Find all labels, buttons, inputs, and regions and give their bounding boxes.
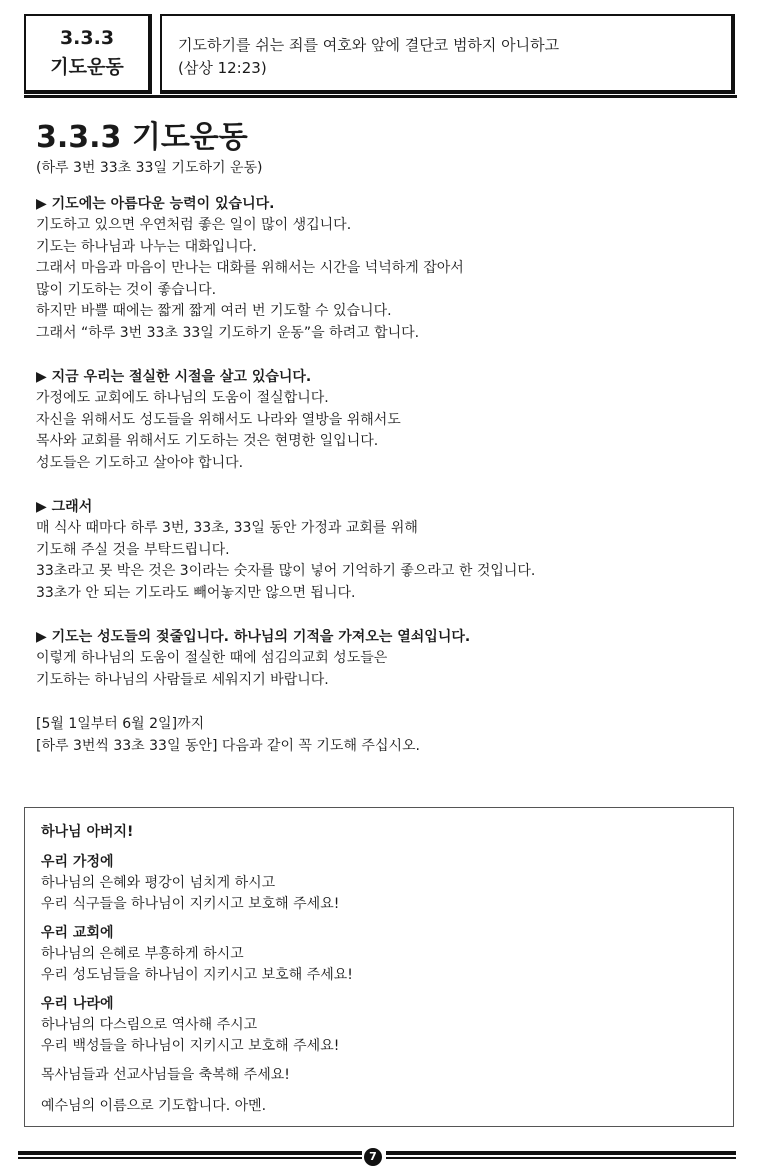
body-line: 자신을 위해서도 성도들을 위해서도 나라와 열방을 위해서도: [36, 411, 401, 428]
body-line: 33초가 안 되는 기도라도 빼어놓지만 않으면 됩니다.: [36, 584, 356, 601]
main-content: [36, 118, 736, 757]
page-number: 7: [364, 1148, 382, 1166]
body-line: 그래서 “하루 3번 33초 33일 기도하기 운동”을 하려고 합니다.: [36, 324, 420, 341]
section-lifeline: [36, 627, 736, 691]
period-line: [하루 3번씩 33초 33일 동안] 다음과 같이 꼭 기도해 주십시오.: [36, 737, 420, 754]
prayer-opening: 하나님 아버지!: [41, 824, 134, 840]
verse-reference: (삼상 12:23): [178, 59, 267, 77]
verse-box: [160, 14, 735, 94]
section-heading: ▶ 기도는 성도들의 젖줄입니다. 하나님의 기적을 가져오는 열쇠입니다.: [36, 629, 471, 645]
prayer-line: 우리 백성들을 하나님이 지키시고 보호해 주세요!: [41, 1038, 340, 1054]
prayer-group-family: [41, 852, 733, 915]
page-subtitle: (하루 3번 33초 33일 기도하기 운동): [36, 160, 263, 176]
body-line: 하지만 바쁠 때에는 짧게 짧게 여러 번 기도할 수 있습니다.: [36, 303, 392, 319]
body-line: 기도하고 있으면 우연처럼 좋은 일이 많이 생깁니다.: [36, 217, 352, 233]
body-line: 33초라고 못 박은 것은 3이라는 숫자를 많이 넣어 기억하기 좋으라고 한 것입니다.: [36, 563, 536, 579]
section-urgent-times: [36, 367, 736, 474]
body-line: 가정에도 교회에도 하나님의 도움이 절실합니다.: [36, 390, 329, 406]
prayer-group-nation: [41, 994, 733, 1057]
section-heading: ▶ 그래서: [36, 499, 93, 515]
body-line: 목사와 교회를 위해서도 기도하는 것은 현명한 일입니다.: [36, 433, 379, 449]
section-name: 기도운동: [50, 56, 124, 78]
body-line: 이렇게 하나님의 도움이 절실한 때에 섬김의교회 성도들은: [36, 650, 388, 666]
section-label-box: [24, 14, 152, 94]
prayer-line: 우리 식구들을 하나님이 지키시고 보호해 주세요!: [41, 896, 340, 912]
body-line: 기도는 하나님과 나누는 대화입니다.: [36, 238, 257, 255]
prayer-line: 우리 성도님들을 하나님이 지키시고 보호해 주세요!: [41, 967, 353, 983]
prayer-group-title: 우리 가정에: [41, 854, 114, 870]
prayer-line: 하나님의 은혜로 부흥하게 하시고: [41, 946, 244, 962]
section-heading: ▶ 지금 우리는 절실한 시절을 살고 있습니다.: [36, 369, 312, 385]
section-number: 3.3.3: [59, 27, 115, 50]
body-line: 그래서 마음과 마음이 만나는 대화를 위해서는 시간을 넉넉하게 잡아서: [36, 260, 464, 276]
period-notice: [36, 714, 736, 757]
verse-text: 기도하기를 쉬는 죄를 여호와 앞에 결단코 범하지 아니하고: [178, 36, 560, 54]
prayer-group-church: [41, 923, 733, 986]
header-rule: [24, 95, 737, 98]
body-line: 기도하는 하나님의 사람들로 세워지기 바랍니다.: [36, 671, 329, 688]
prayer-line: 하나님의 다스림으로 역사해 주시고: [41, 1017, 258, 1033]
body-line: 성도들은 기도하고 살아야 합니다.: [36, 454, 244, 471]
body-line: 기도해 주실 것을 부탁드립니다.: [36, 541, 230, 558]
period-line: [5월 1일부터 6월 2일]까지: [36, 716, 205, 732]
section-power-of-prayer: [36, 194, 736, 344]
body-line: 많이 기도하는 것이 좋습니다.: [36, 281, 217, 298]
section-heading: ▶ 기도에는 아름다운 능력이 있습니다.: [36, 196, 275, 212]
prayer-group-title: 우리 교회에: [41, 925, 114, 941]
body-line: 매 식사 때마다 하루 3번, 33초, 33일 동안 가정과 교회를 위해: [36, 520, 418, 536]
page-title: 3.3.3 기도운동: [36, 120, 248, 155]
prayer-line: 하나님의 은혜와 평강이 넘치게 하시고: [41, 875, 276, 891]
footer-rule-right: [386, 1151, 736, 1159]
footer-rule-left: [18, 1151, 362, 1159]
section-therefore: [36, 497, 736, 604]
prayer-group-title: 우리 나라에: [41, 996, 114, 1012]
prayer-closing: 예수님의 이름으로 기도합니다. 아멘.: [41, 1098, 267, 1114]
prayer-blessing: 목사님들과 선교사님들을 축복해 주세요!: [41, 1067, 290, 1083]
prayer-box: [24, 807, 734, 1127]
